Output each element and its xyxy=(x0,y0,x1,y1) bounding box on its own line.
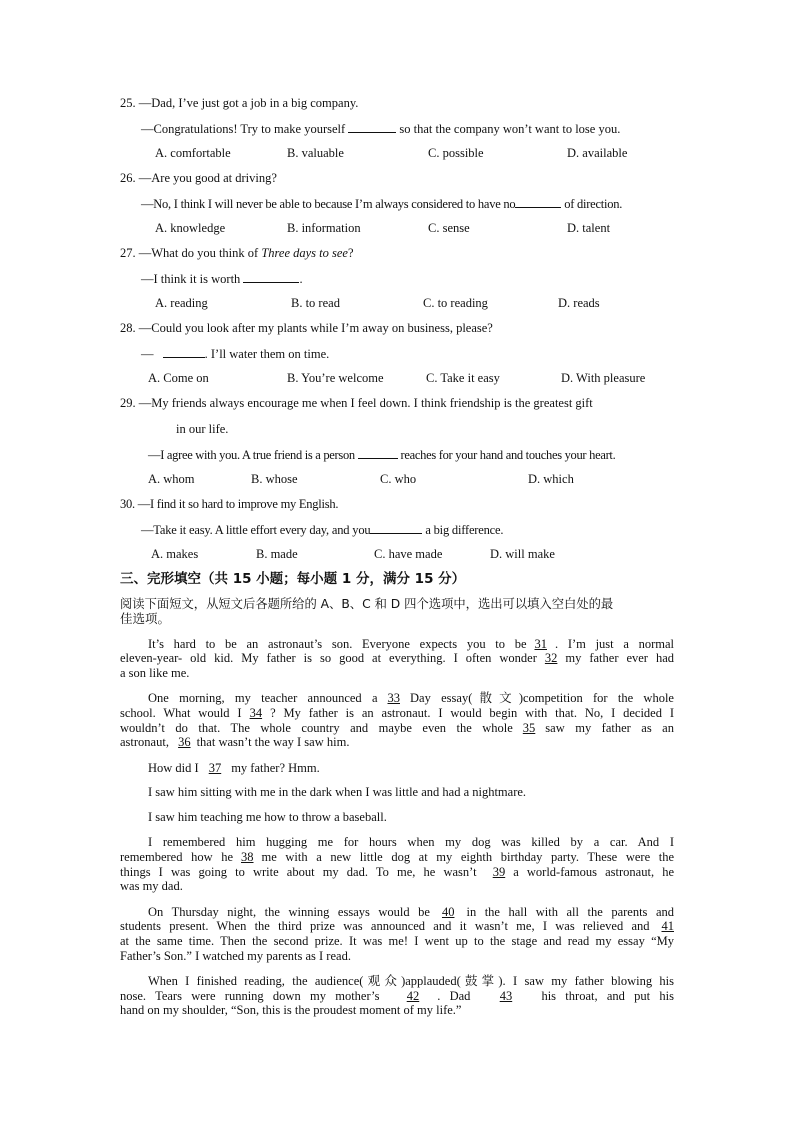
question-27-reply: —I think it is worth . xyxy=(141,272,303,286)
answer-blank xyxy=(358,447,398,459)
option-a: A. makes xyxy=(151,547,199,561)
option-c: C. Take it easy xyxy=(426,371,500,385)
answer-blank xyxy=(163,346,205,358)
passage-line: I remembered him hugging me for hours when my dog was killed by a car. And I xyxy=(148,835,674,849)
passage-line: How did I 37 my father? Hmm. xyxy=(148,761,320,775)
question-28-text: 28. —Could you look after my plants while I’m away on business, please? xyxy=(120,321,493,335)
option-b: B. whose xyxy=(251,472,298,486)
passage-line: When I finished reading, the audience(观众)applauded(鼓掌). I saw my father blowing his xyxy=(148,974,674,988)
passage-line: school. What would I 34 ? My father is an astronaut. I would begin with that. No, I decided I xyxy=(120,706,674,720)
passage-line: at the same time. Then the second prize. It was me! I went up to the stage and read my essay “My xyxy=(120,934,674,948)
option-d: D. With pleasure xyxy=(561,371,646,385)
option-a: A. whom xyxy=(148,472,195,486)
passage-line: remembered how he 38 me with a new little dog at my eighth birthday party. These were the xyxy=(120,850,674,864)
option-b: B. made xyxy=(256,547,298,561)
answer-blank xyxy=(370,522,422,534)
passage-line: astronaut, 36 that wasn’t the way I saw him. xyxy=(120,735,350,749)
option-d: D. will make xyxy=(490,547,555,561)
option-d: D. talent xyxy=(567,221,611,235)
passage-line: a son like me. xyxy=(120,666,190,680)
option-d: D. available xyxy=(567,146,628,160)
question-26-text: 26. —Are you good at driving? xyxy=(120,171,277,185)
question-26-reply: —No, I think I will never be able to because I’m always considered to have no of direction. xyxy=(141,197,623,211)
section-instruction: 阅读下面短文，从短文后各题所给的 A、B、C 和 D 四个选项中，选出可以填入空白处的最 xyxy=(120,597,614,611)
section-title: 三、完形填空（共 15 小题；每小题 1 分，满分 15 分） xyxy=(120,571,466,587)
passage-line: eleven-year- old kid. My father is so good at everything. I often wonder 32 my father ever had xyxy=(120,651,674,665)
option-c: C. who xyxy=(380,472,417,486)
option-c: C. to reading xyxy=(423,296,488,310)
passage-line: hand on my shoulder, “Son, this is the proudest moment of my life.” xyxy=(120,1003,462,1017)
question-29-text: 29. —My friends always encourage me when I feel down. I think friendship is the greatest gift xyxy=(120,396,593,410)
passage-line: I saw him sitting with me in the dark when I was little and had a nightmare. xyxy=(148,785,527,799)
option-b: B. valuable xyxy=(287,146,344,160)
question-30-reply: —Take it easy. A little effort every day, and you a big difference. xyxy=(141,523,504,537)
option-c: C. possible xyxy=(428,146,484,160)
question-29-text-cont: in our life. xyxy=(176,422,229,436)
option-b: B. to read xyxy=(291,296,340,310)
passage-line: wouldn’t do that. The whole country and maybe even the whole 35 saw my father as an xyxy=(120,721,674,735)
question-25-text: 25. —Dad, I’ve just got a job in a big company. xyxy=(120,96,359,110)
section-instruction-cont: 佳选项。 xyxy=(120,611,171,626)
question-28-reply: — . I’ll water them on time. xyxy=(141,347,330,361)
question-30-text: 30. —I find it so hard to improve my English. xyxy=(120,497,339,511)
option-a: A. comfortable xyxy=(155,146,231,160)
passage-line: students present. When the third prize was announced and it wasn’t me, I was relieved and 41 xyxy=(120,919,674,933)
option-a: A. knowledge xyxy=(155,221,226,235)
passage-line: Father’s Son.” I watched my parents as I read. xyxy=(120,949,351,963)
option-a: A. reading xyxy=(155,296,208,310)
answer-blank xyxy=(243,271,299,283)
option-b: B. information xyxy=(287,221,361,235)
option-c: C. sense xyxy=(428,221,470,235)
option-c: C. have made xyxy=(374,547,443,561)
answer-blank xyxy=(348,121,396,133)
passage-line: nose. Tears were running down my mother’s 42 . Dad 43 his throat, and put his xyxy=(120,989,674,1003)
option-d: D. reads xyxy=(558,296,600,310)
option-b: B. You’re welcome xyxy=(287,371,384,385)
passage-line: was my dad. xyxy=(120,879,183,893)
passage-line: things I was going to write about my dad. To me, he wasn’t 39 a world-famous astronaut, he xyxy=(120,865,674,879)
passage-line: It’s hard to be an astronaut’s son. Everyone expects you to be 31 . I’m just a normal xyxy=(148,637,674,651)
answer-blank xyxy=(515,196,561,208)
passage-line: On Thursday night, the winning essays would be 40 in the hall with all the parents and xyxy=(148,905,674,919)
passage-line: I saw him teaching me how to throw a baseball. xyxy=(148,810,387,824)
option-a: A. Come on xyxy=(148,371,209,385)
question-25-reply: —Congratulations! Try to make yourself so that the company won’t want to lose you. xyxy=(141,122,621,136)
question-27-text: 27. —What do you think of Three days to see? xyxy=(120,246,354,260)
question-29-reply: —I agree with you. A true friend is a person reaches for your hand and touches your heart. xyxy=(148,448,616,462)
option-d: D. which xyxy=(528,472,574,486)
passage-line: One morning, my teacher announced a 33 Day essay(散文)competition for the whole xyxy=(148,691,674,705)
